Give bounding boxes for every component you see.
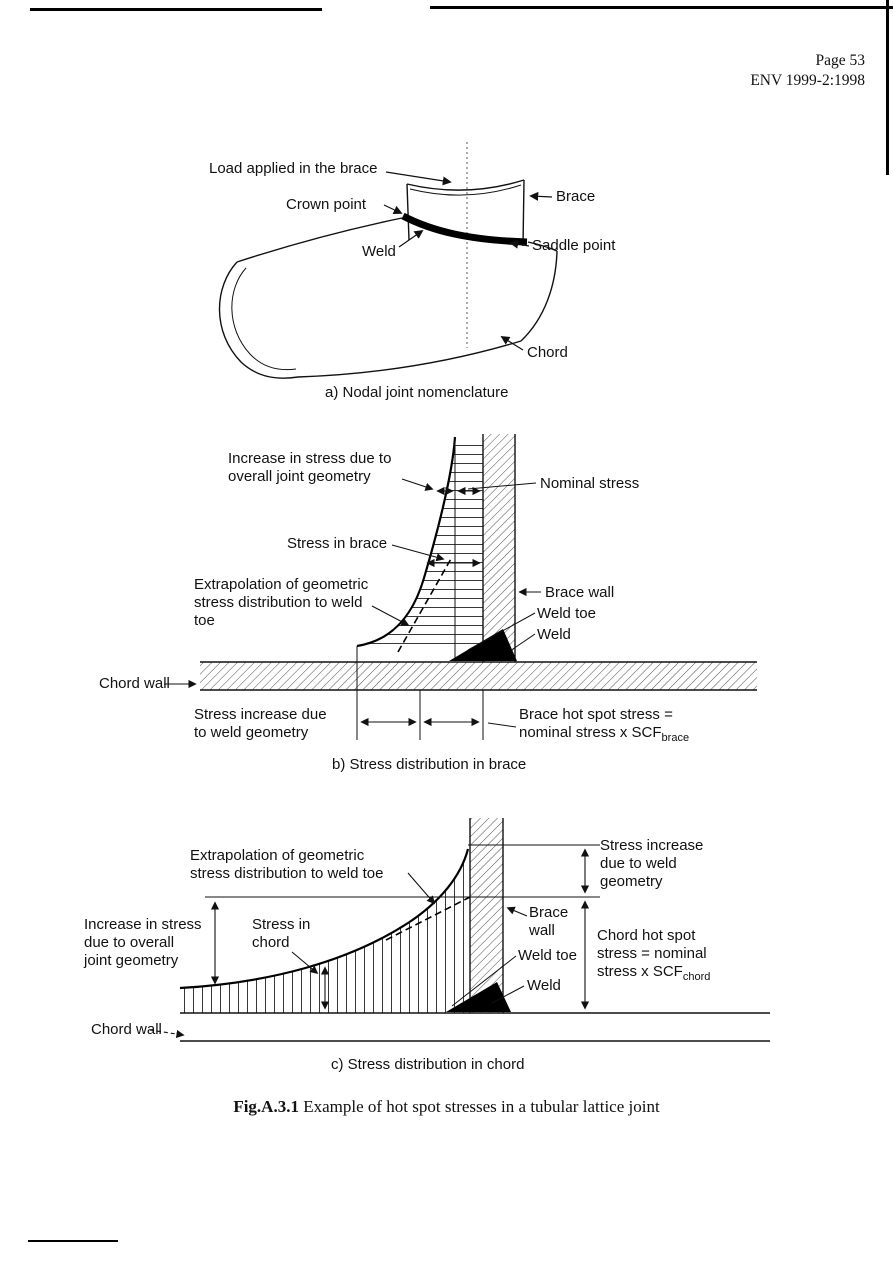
leader-weld-a	[399, 231, 422, 247]
label-weld-a: Weld	[362, 243, 396, 260]
label-weld-geometry-increase-b: Stress increase due to weld geometry	[194, 706, 327, 741]
label-increase-joint-geometry-c: Increase in stress due to overall joint geometry	[84, 916, 202, 969]
leader-extrapolation-b	[372, 606, 408, 625]
brace-wall-b	[483, 434, 515, 662]
figure-title: Example of hot spot stresses in a tubular lattice joint	[298, 1097, 660, 1116]
label-extrapolation-b: Extrapolation of geometric stress distribution to weld toe	[194, 576, 369, 629]
label-weld-b: Weld	[537, 626, 571, 643]
label-brace-hotspot-stress: Brace hot spot stress = nominal stress x $SCF_{brace}$	[519, 706, 690, 744]
label-brace-wall-c: Brace wall	[529, 904, 569, 939]
label-brace-a: Brace	[556, 188, 596, 205]
label-chord-a: Chord	[527, 344, 568, 361]
diagram-a-leaders	[384, 172, 552, 350]
label-chord-wall-b: Chord wall	[99, 675, 170, 692]
label-crown-point: Crown point	[286, 196, 367, 213]
label-stress-in-chord: Stress in chord	[252, 916, 311, 951]
label-saddle-point: Saddle point	[532, 237, 616, 254]
label-brace-wall-b: Brace wall	[545, 584, 615, 601]
leader-extrapolation-c	[408, 873, 434, 903]
scf-chord-subscript: chord	[682, 971, 711, 983]
leader-brace-wall-c	[508, 908, 527, 916]
page-number: Page 53	[815, 52, 865, 69]
caption-diagram-b: b) Stress distribution in brace	[332, 756, 527, 773]
leader-increase-b	[402, 479, 432, 489]
label-extrapolation-c: Extrapolation of geometric stress distribution to weld toe	[190, 847, 384, 882]
figure-caption	[0, 1097, 893, 1117]
label-weld-geometry-increase-c: Stress increase due to weld geometry	[600, 837, 704, 890]
leader-hotspot-b	[488, 723, 516, 727]
label-nominal-stress: Nominal stress	[540, 475, 640, 492]
label-weld-toe-c: Weld toe	[518, 947, 577, 964]
label-chord-wall-c: Chord wall	[91, 1021, 162, 1038]
caption-diagram-a: a) Nodal joint nomenclature	[325, 384, 509, 401]
leader-chord	[502, 337, 523, 350]
standard-reference: ENV 1999-2:1998	[750, 72, 865, 89]
leader-brace	[531, 196, 552, 197]
chord-wall-b	[200, 662, 757, 690]
label-stress-in-brace: Stress in brace	[287, 535, 388, 552]
caption-diagram-c: c) Stress distribution in chord	[331, 1056, 525, 1073]
label-load-applied: Load applied in the brace	[209, 160, 378, 177]
figure-number: Fig.A.3.1	[233, 1097, 299, 1116]
page-header	[750, 51, 865, 91]
scf-brace-subscript: brace	[661, 732, 690, 744]
label-weld-c: Weld	[527, 977, 561, 994]
label-weld-toe-b: Weld toe	[537, 605, 596, 622]
leader-load	[386, 172, 450, 182]
brace-wall-c	[470, 818, 503, 1013]
leader-crown	[384, 205, 401, 213]
label-increase-joint-geometry-b: Increase in stress due to overall joint geometry	[228, 450, 392, 485]
weld-band	[403, 216, 527, 242]
label-chord-hotspot-stress: Chord hot spot stress = nominal stress x $SCF_{chord}$	[597, 927, 711, 983]
